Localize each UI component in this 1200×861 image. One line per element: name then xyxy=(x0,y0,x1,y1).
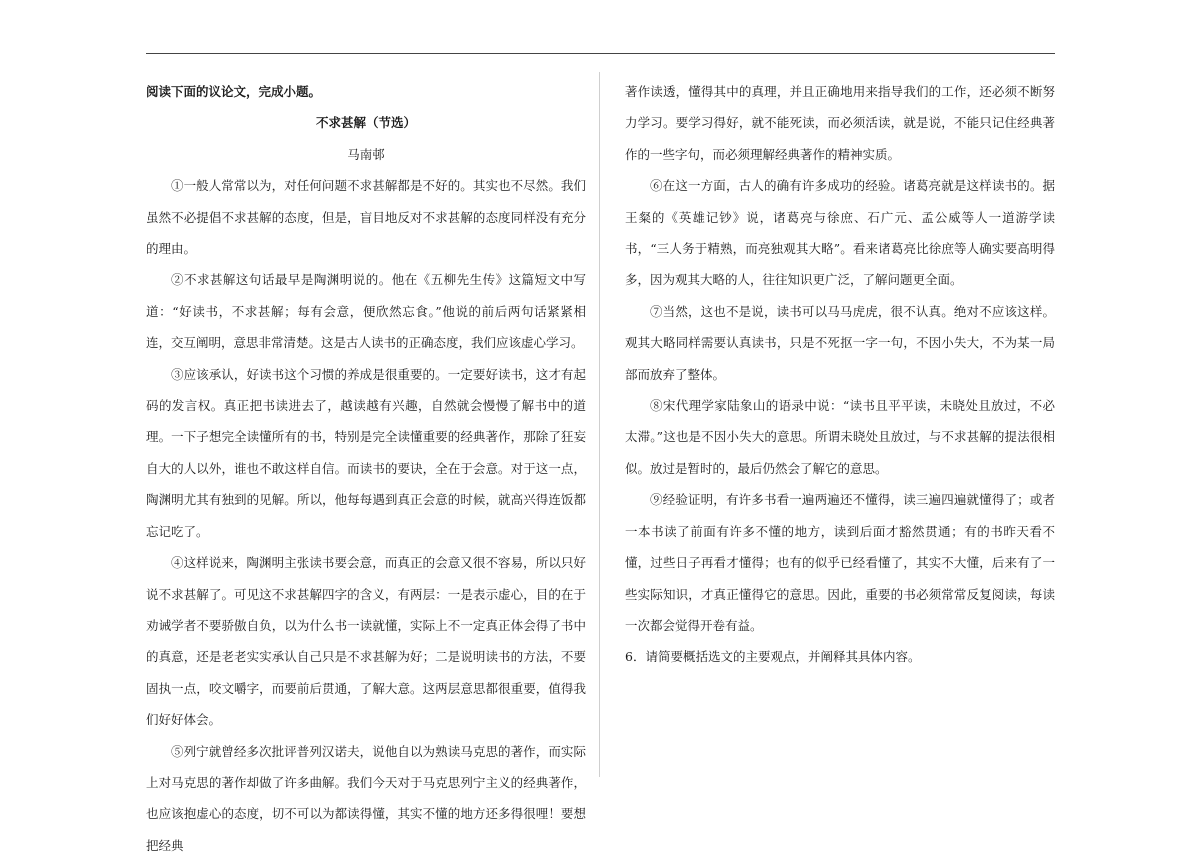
header-rule xyxy=(146,53,1055,54)
question-6: 6．请简要概括选文的主要观点，并阐释其具体内容。 xyxy=(625,649,921,665)
paragraph-5-continued: 著作读透，懂得其中的真理，并且正确地用来指导我们的工作，还必须不断努力学习。要学习得好，就不能死读，而必须活读，就是说，不能只记住经典著作的一些字句，而必须理解经典著作的精神实质。 xyxy=(625,84,1055,162)
paragraph-4: ④这样说来，陶渊明主张读书要会意，而真正的会意又很不容易，所以只好说不求甚解了。可见这不求甚解四字的含义，有两层：一是表示虚心，目的在于劝诫学者不要骄傲自负，以为什么书一读就懂，实际上不一定真正体会得了书中的真意，还是老老实实承认自己只是不求甚解为好；二是说明读书的方法，不要固执一点，咬文嚼字，而要前后贯通，了解大意。这两层意思都很重要，值得我们好好体会。 xyxy=(146,555,586,728)
essay-title: 不求甚解（节选） xyxy=(315,115,416,131)
paragraph-8: ⑧宋代理学家陆象山的语录中说：“读书且平平读，未晓处且放过，不必太滞。”这也是不因小失大的意思。所谓未晓处且放过，与不求甚解的提法很相似。放过是暂时的，最后仍然会了解它的意思。 xyxy=(625,398,1055,476)
paragraph-5: ⑤列宁就曾经多次批评普列汉诺夫，说他自以为熟读马克思的著作，而实际上对马克思的著作却做了许多曲解。我们今天对于马克思列宁主义的经典著作，也应该抱虚心的态度，切不可以为都读得懂，其实不懂的地方还多得很哩！要想把经典 xyxy=(146,743,586,853)
paragraph-3: ③应该承认，好读书这个习惯的养成是很重要的。一定要好读书，这才有起码的发言权。真正把书读进去了，越读越有兴趣，自然就会慢慢了解书中的道理。一下子想完全读懂所有的书，特别是完全读懂重要的经典著作，那除了狂妄自大的人以外，谁也不敢这样自信。而读书的要诀，全在于会意。对于这一点，陶渊明尤其有独到的见解。所以，他每每遇到真正会意的时候，就高兴得连饭都忘记吃了。 xyxy=(146,366,586,539)
paragraph-7: ⑦当然，这也不是说，读书可以马马虎虎，很不认真。绝对不应该这样。观其大略同样需要认真读书，只是不死抠一字一句，不因小失大，不为某一局部而放弃了整体。 xyxy=(625,303,1055,382)
essay-author: 马南邨 xyxy=(347,146,385,162)
right-column xyxy=(625,76,1055,673)
paragraph-1: ①一般人常常以为，对任何问题不求甚解都是不好的。其实也不尽然。我们虽然不必提倡不求甚解的态度，但是，盲目地反对不求甚解的态度同样没有充分的理由。 xyxy=(146,178,586,257)
paragraph-2: ②不求甚解这句话最早是陶渊明说的。他在《五柳先生传》这篇短文中写道：“好读书，不求甚解；每有会意，便欣然忘食。”他说的前后两句话紧紧相连，交互阐明，意思非常清楚。这是古人读书的正确态度，我们应该虚心学习。 xyxy=(146,272,586,351)
reading-instruction: 阅读下面的议论文，完成小题。 xyxy=(146,84,322,99)
left-column xyxy=(146,76,586,861)
paragraph-9: ⑨经验证明，有许多书看一遍两遍还不懂得，读三遍四遍就懂得了；或者一本书读了前面有许多不懂的地方，读到后面才豁然贯通；有的书昨天看不懂，过些日子再看才懂得；也有的似乎已经看懂了，其实不大懂，后来有了一些实际知识，才真正懂得它的意思。因此，重要的书必须常常反复阅读，每读一次都会觉得开卷有益。 xyxy=(625,492,1055,633)
column-divider xyxy=(599,72,600,777)
paragraph-6: ⑥在这一方面，古人的确有许多成功的经验。诸葛亮就是这样读书的。据王粲的《英雄记钞》说，诸葛亮与徐庶、石广元、孟公威等人一道游学读书，“三人务于精熟，而亮独观其大略”。看来诸葛亮比徐庶等人确实要高明得多，因为观其大略的人，往往知识更广泛，了解问题更全面。 xyxy=(625,178,1055,288)
